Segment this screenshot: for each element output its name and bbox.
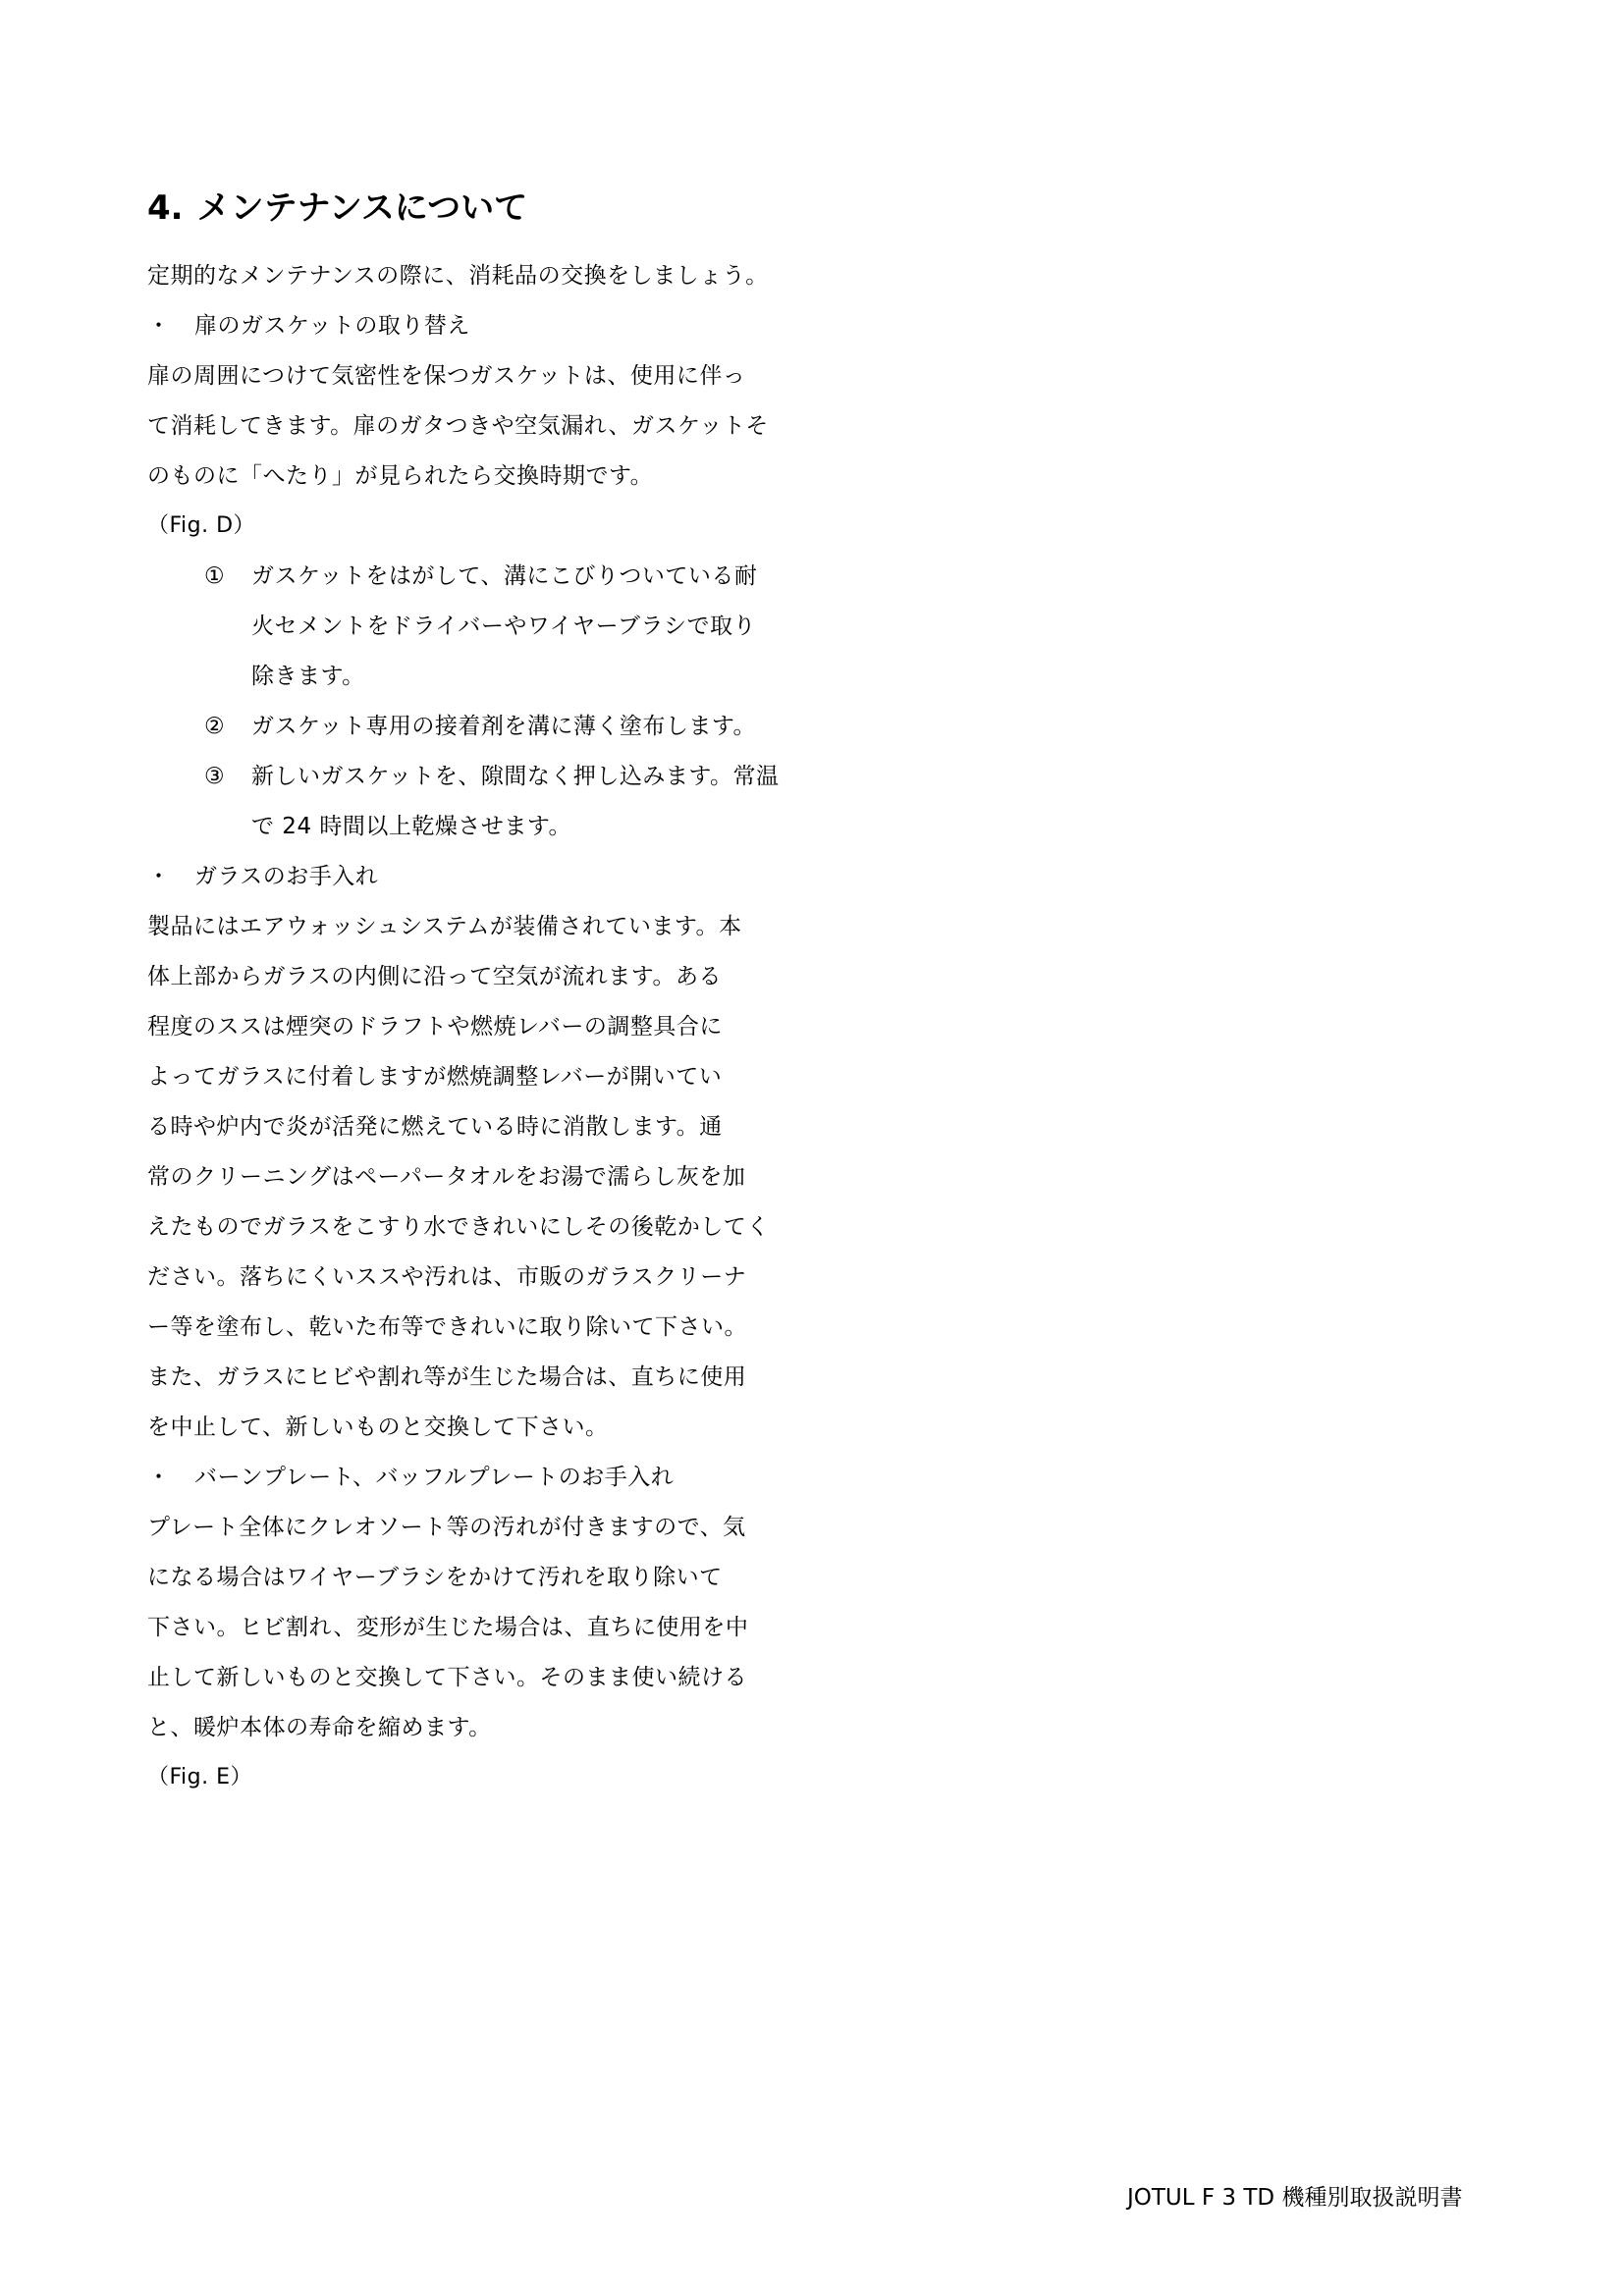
glass-paragraph-line: えたものでガラスをこすり水できれいにしその後乾かしてく xyxy=(147,1214,770,1240)
glass-heading xyxy=(147,862,378,891)
figure-reference-d: （Fig. D） xyxy=(147,513,256,538)
bullet-marker: ・ xyxy=(147,1465,171,1490)
plate-paragraph-line: 下さい。ヒビ割れ、変形が生じた場合は、直ちに使用を中 xyxy=(147,1615,749,1640)
glass-paragraph-line: を中止して、新しいものと交換して下さい。 xyxy=(147,1415,609,1440)
gasket-paragraph-line: て消耗してきます。扉のガタつきや空気漏れ、ガスケットそ xyxy=(147,413,769,439)
glass-paragraph-line: よってガラスに付着しますが燃焼調整レバーが開いてい xyxy=(147,1064,723,1090)
gasket-step-3 xyxy=(204,762,780,791)
step-number: ② xyxy=(204,714,226,739)
bullet-marker: ・ xyxy=(147,313,171,339)
gasket-step-2 xyxy=(204,712,756,741)
section-number: 4. xyxy=(147,188,184,228)
plate-heading xyxy=(147,1463,674,1492)
figure-reference-e: （Fig. E） xyxy=(147,1765,253,1789)
glass-paragraph-line: 体上部からガラスの内側に沿って空気が流れます。ある xyxy=(147,964,722,989)
step-text-continued: 除きます。 xyxy=(251,664,365,689)
plate-paragraph-line: になる場合はワイヤーブラシをかけて汚れを取り除いて xyxy=(147,1565,723,1590)
step-text-continued: で 24 時間以上乾燥させます。 xyxy=(251,814,572,839)
step-text-continued: 火セメントをドライバーやワイヤーブラシで取り xyxy=(251,614,757,639)
gasket-paragraph-line: 扉の周囲につけて気密性を保つガスケットは、使用に伴っ xyxy=(147,363,746,389)
glass-paragraph-line: 常のクリーニングはペーパータオルをお湯で濡らし灰を加 xyxy=(147,1164,746,1190)
glass-paragraph-line: 製品にはエアウォッシュシステムが装備されています。本 xyxy=(147,914,742,939)
intro-paragraph: 定期的なメンテナンスの際に、消耗品の交換をしましょう。 xyxy=(147,263,769,289)
step-text: 新しいガスケットを、隙間なく押し込みます。常温 xyxy=(251,764,780,789)
page-footer: JOTUL F 3 TD 機種別取扱説明書 xyxy=(1127,2185,1463,2211)
step-number: ③ xyxy=(204,764,226,789)
section-title-text: メンテナンスについて xyxy=(196,188,528,228)
glass-paragraph-line: ださい。落ちにくいススや汚れは、市販のガラスクリーナ xyxy=(147,1264,747,1290)
glass-paragraph-line: る時や炉内で炎が活発に燃えている時に消散します。通 xyxy=(147,1114,723,1140)
gasket-step-1 xyxy=(204,561,757,591)
bullet-marker: ・ xyxy=(147,864,171,889)
plate-paragraph-line: と、暖炉本体の寿命を縮めます。 xyxy=(147,1715,492,1740)
section-title xyxy=(147,181,527,229)
plate-paragraph-line: 止して新しいものと交換して下さい。そのまま使い続ける xyxy=(147,1665,747,1690)
glass-heading-text: ガラスのお手入れ xyxy=(194,864,379,889)
plate-heading-text: バーンプレート、バッフルプレートのお手入れ xyxy=(194,1465,675,1490)
gasket-heading xyxy=(147,311,470,341)
gasket-heading-text: 扉のガスケットの取り替え xyxy=(194,313,470,339)
glass-paragraph-line: ー等を塗布し、乾いた布等できれいに取り除いて下さい。 xyxy=(147,1314,747,1340)
step-text: ガスケット専用の接着剤を溝に薄く塗布します。 xyxy=(251,714,757,739)
gasket-paragraph-line: のものに「へたり」が見られたら交換時期です。 xyxy=(147,463,654,489)
plate-paragraph-line: プレート全体にクレオソート等の汚れが付きますので、気 xyxy=(147,1515,746,1540)
glass-paragraph-line: また、ガラスにヒビや割れ等が生じた場合は、直ちに使用 xyxy=(147,1364,747,1390)
step-text: ガスケットをはがして、溝にこびりついている耐 xyxy=(251,563,758,589)
glass-paragraph-line: 程度のススは煙突のドラフトや燃焼レバーの調整具合に xyxy=(147,1014,723,1040)
step-number: ① xyxy=(204,563,226,589)
